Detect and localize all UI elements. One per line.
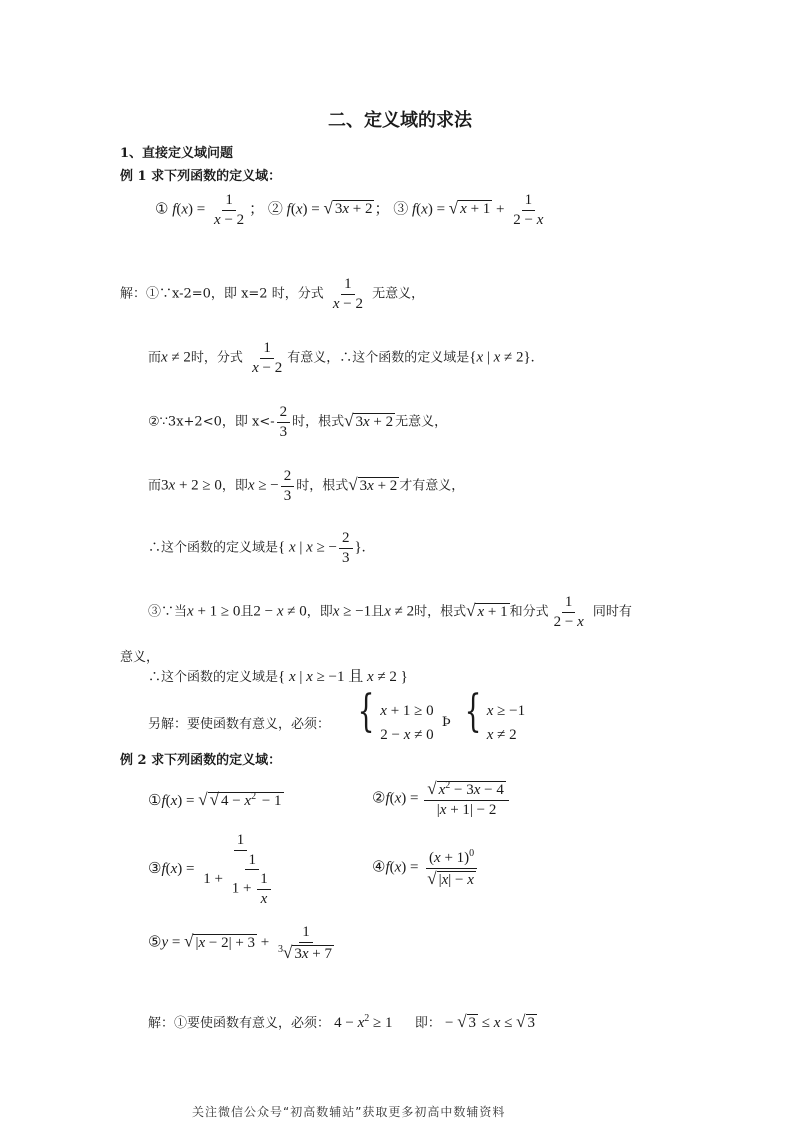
solution-1-text: ∴这个函数的定义域是 <box>148 670 279 685</box>
solution-1-text: 无意义， <box>372 286 425 302</box>
solution-1-text: 时，根式 <box>296 478 349 494</box>
solution-1-text: 且 <box>240 604 254 620</box>
solution-2-line-1: 解：①要使函数有意义，必须： $4 - x^2 \ge 1$ 即： − √ 3 ≤ x ≤ √ 3 <box>148 1012 536 1031</box>
solution-1-text: 时，分式 <box>190 350 243 366</box>
solution-1-line-1: 解：①∵x-2=0，即 x=2 时，分式 $\frac{1}{x - 2}$ 无意义， <box>120 276 425 312</box>
example-1-functions: ① f(x) = $\frac{1}{x - 2}$ ； ② f(x) = √ 3x + 2 ； ③ f(x) = √ x + 1 + $\frac{1}{2 - x}$ <box>155 192 544 228</box>
solution-1-text: 和分式 <box>509 604 549 620</box>
example-1-label: 例 1 <box>120 169 147 184</box>
example-2-text: 求下列函数的定义域： <box>151 753 282 768</box>
example-2-function-2: ②f(x) = $\frac{√ x^2 - 3x - 4}{|x + 1| - 2}$ <box>372 780 511 818</box>
solution-1-text: 而 <box>148 350 162 366</box>
solution-2-text: 解：①要使函数有意义，必须： <box>148 1016 331 1031</box>
solution-1-line-7: 意义， <box>120 650 160 665</box>
footer-note: 关注微信公众号“初高数辅站”获取更多初高中数辅资料 <box>192 1105 506 1119</box>
solution-1-text: 且 <box>371 604 385 620</box>
solution-1-text: 无意义， <box>395 414 448 430</box>
solution-1-line-2: 而x ≠ 2时，分式 $\frac{1}{x - 2}$ 有意义，∴这个函数的定义域是{x | x ≠ 2}. <box>148 340 535 376</box>
solution-1-line-3: ②∵3x+2<0，即 x<- $\frac{2}{3}$ 时，根式√ 3x + 2 无意义， <box>148 404 448 440</box>
section-heading: 1、直接定义域问题 <box>120 146 234 161</box>
solution-1-text: ∴这个函数的定义域是 <box>148 540 279 556</box>
example-2-heading <box>120 749 281 768</box>
alternate-solution: 另解：要使函数有意义，必须： { x + 1 ≥ 0 2 − x ≠ 0 Þ { x ≥ −1 x ≠ 2 <box>148 686 526 743</box>
example-2-function-3: ③f(x) = 1 1 + 1 1 + $\frac{1}{x}$ <box>148 832 283 907</box>
solution-1-text: ，即 <box>306 604 333 620</box>
solution-1-line-8: ∴这个函数的定义域是{ x | x ≥ −1 且 x ≠ 2 } <box>148 669 408 685</box>
example-1-heading <box>120 165 281 184</box>
solution-1-text: 有意义，∴这个函数的定义域是 <box>287 350 470 366</box>
solution-1-line-5: ∴这个函数的定义域是{ x | x ≥ − $\frac{2}{3}$ }. <box>148 530 366 566</box>
solution-1-text: ③∵当 <box>148 604 188 620</box>
solution-1-text: 解：①∵x-2=0，即 x=2 时，分式 <box>120 286 324 302</box>
solution-1-line-4: 而3x + 2 ≥ 0，即x ≥ − $\frac{2}{3}$ 时，根式√ 3x + 2 才有意义， <box>148 468 465 504</box>
solution-2-text: 即： <box>414 1016 441 1031</box>
example-2-function-1: ①f(x) = √ √ $4 - x^2 - 1$ <box>148 790 282 809</box>
solution-1-text: ②∵3x+2<0，即 x<- <box>148 414 275 430</box>
implies-symbol: Þ <box>441 715 451 730</box>
solution-1-text: 时，根式 <box>292 414 345 430</box>
solution-1-text: 时，根式 <box>414 604 467 620</box>
example-2-label: 例 2 <box>120 753 147 768</box>
example-2-function-5: ⑤y = √ |x − 2| + 3 + $\frac{1}{^3√ 3x + 7}$ <box>148 924 332 962</box>
solution-1-line-6: ③∵当x + 1 ≥ 0且2 − x ≠ 0，即x ≥ −1且x ≠ 2时，根式√ x + 1 和分式 $\frac{1}{2 - x}$ 同时有 <box>148 594 632 630</box>
solution-1-text: ，即 <box>221 478 248 494</box>
alternate-solution-text: 另解：要使函数有意义，必须： <box>148 717 331 732</box>
page-title: 二、定义域的求法 <box>328 110 472 131</box>
solution-1-text: 同时有 <box>592 604 632 620</box>
example-2-function-4: ④f(x) = $\frac{(x + 1)^0}{√ |x| - x}$ <box>372 848 481 888</box>
solution-1-text: 才有意义， <box>399 478 465 494</box>
solution-1-text: 而 <box>148 478 162 494</box>
example-1-text: 求下列函数的定义域： <box>151 169 282 184</box>
